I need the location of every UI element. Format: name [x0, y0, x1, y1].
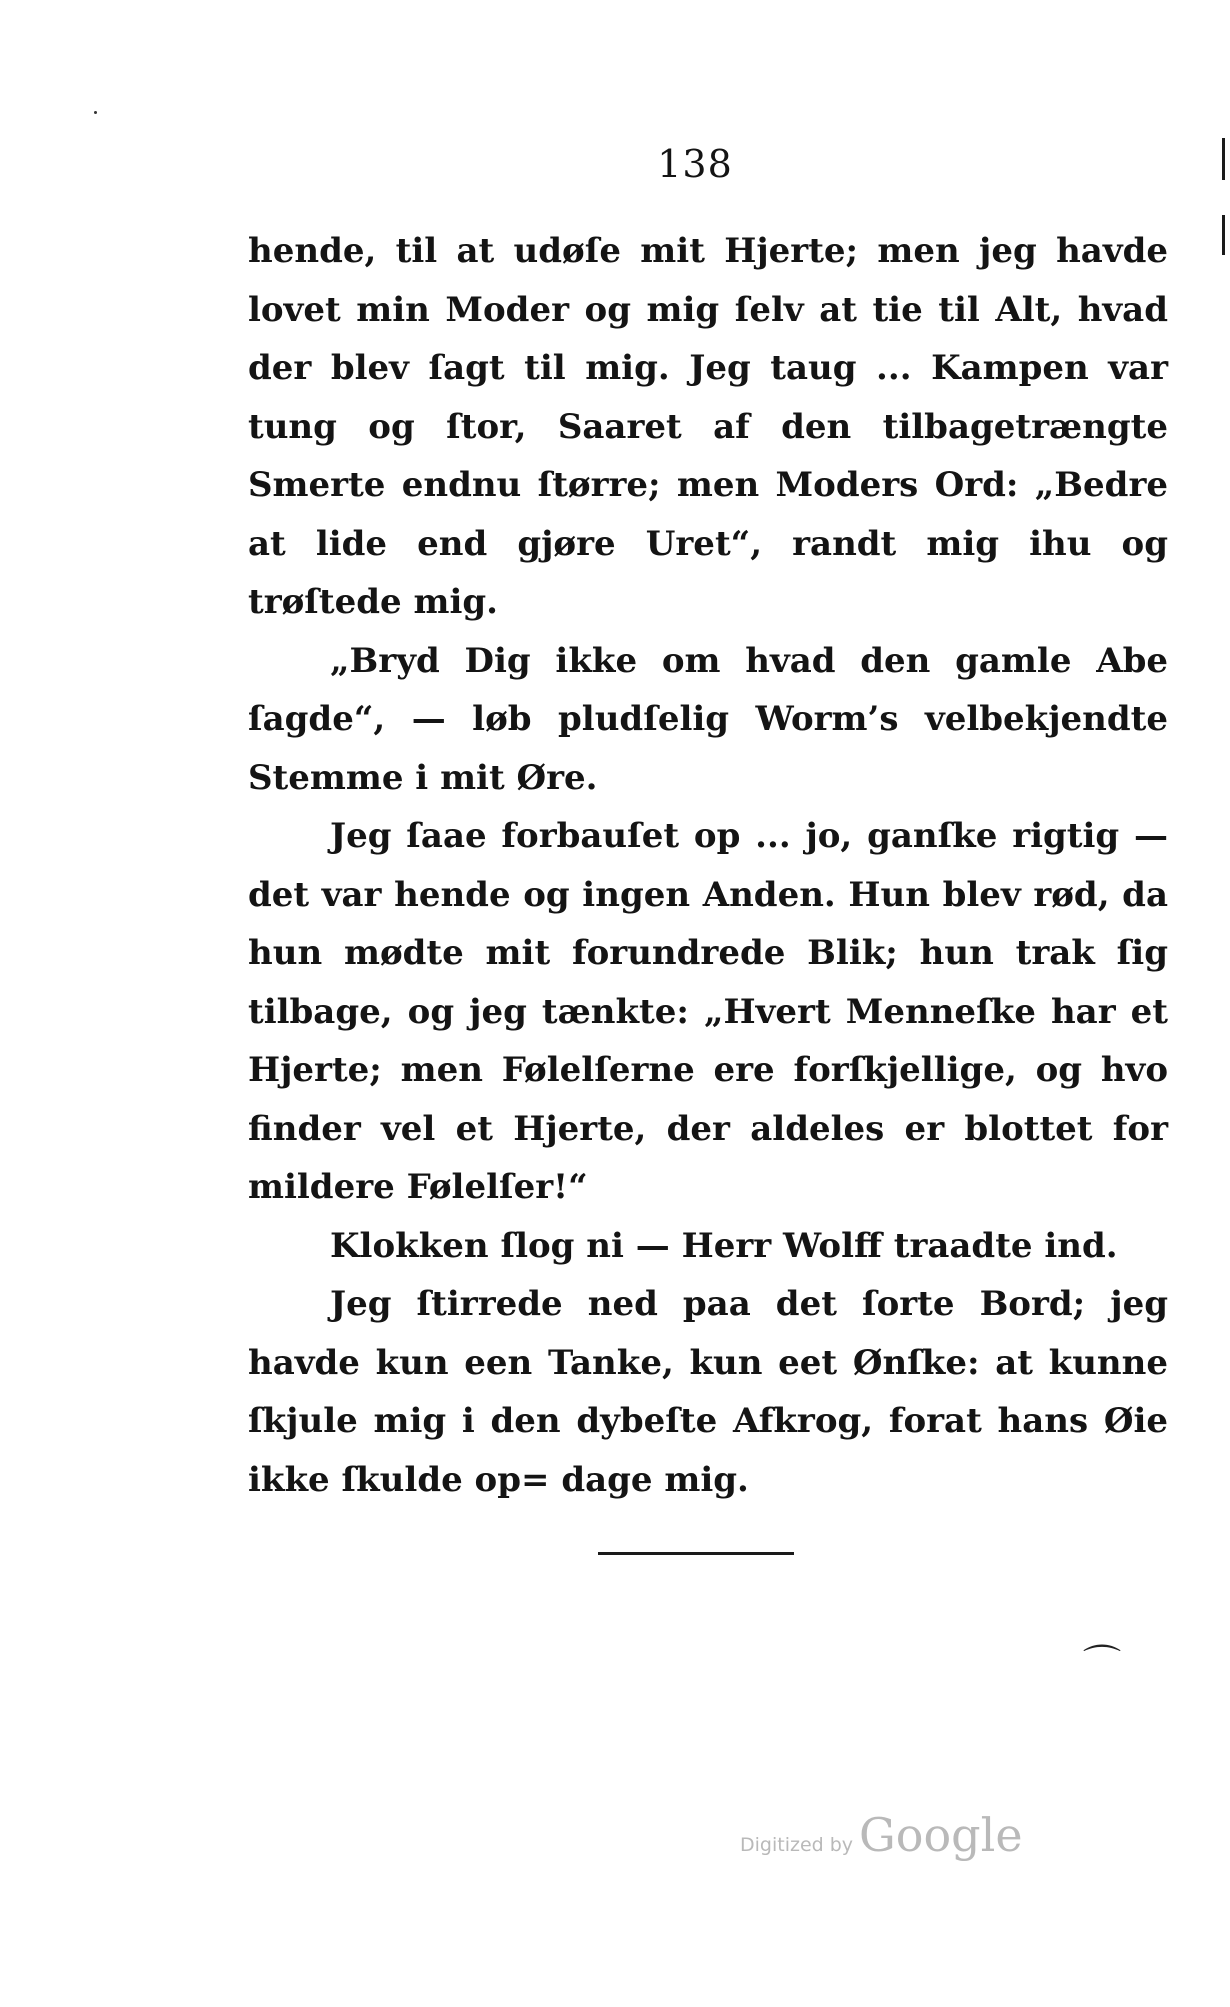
paragraph-5: Jeg ſtirrede ned paa det ſorte Bord; jeg havde kun een Tanke, kun eet Ønſke: at kunne ſkjule mig i den dybeſte Afkrog, forat hans Øie ikke ſkulde op= dage mig.	[248, 1284, 1168, 1500]
paragraph-3: Jeg ſaae forbauſet op ... jo, ganſke rigtig — det var hende og ingen Anden. Hun blev rød, da hun mødte mit forundrede Blik; hun trak ſig tilbage, og jeg tænkte: „Hvert Menneſke har et Hjerte; men Følelſerne ere forſkjellige, og hvo finder vel et Hjerte, der aldeles er blottet for mildere Følelſer!“	[248, 816, 1168, 1207]
digitization-watermark	[740, 1808, 1023, 1868]
edge-mark	[1222, 215, 1225, 255]
section-end-rule	[598, 1552, 794, 1555]
google-logo: Google	[859, 1808, 1023, 1862]
paragraph-2: „Bryd Dig ikke om hvad den gamle Abe ſagde“, — løb pludſelig Worm’s velbekjendte Stemme i mit Øre.	[248, 640, 1168, 798]
edge-mark	[1222, 138, 1225, 180]
ink-speck	[94, 111, 97, 114]
page-number: 138	[657, 142, 733, 186]
pencil-mark-icon: ⌒	[1083, 1642, 1122, 1686]
body-text	[248, 222, 1168, 1509]
watermark-prefix: Digitized by	[740, 1834, 854, 1856]
paragraph-4: Klokken ſlog ni — Herr Wolff traadte ind.	[330, 1225, 1118, 1266]
paragraph-1: hende, til at udøſe mit Hjerte; men jeg havde lovet min Moder og mig ſelv at tie til Alt, hvad der blev ſagt til mig. Jeg taug ... Kampen var tung og ſtor, Saaret af den tilbagetrængte Smerte endnu ſtørre; men Moders Ord: „Bedre at lide end gjøre Uret“, randt mig ihu og trøſtede mig.	[248, 231, 1168, 622]
